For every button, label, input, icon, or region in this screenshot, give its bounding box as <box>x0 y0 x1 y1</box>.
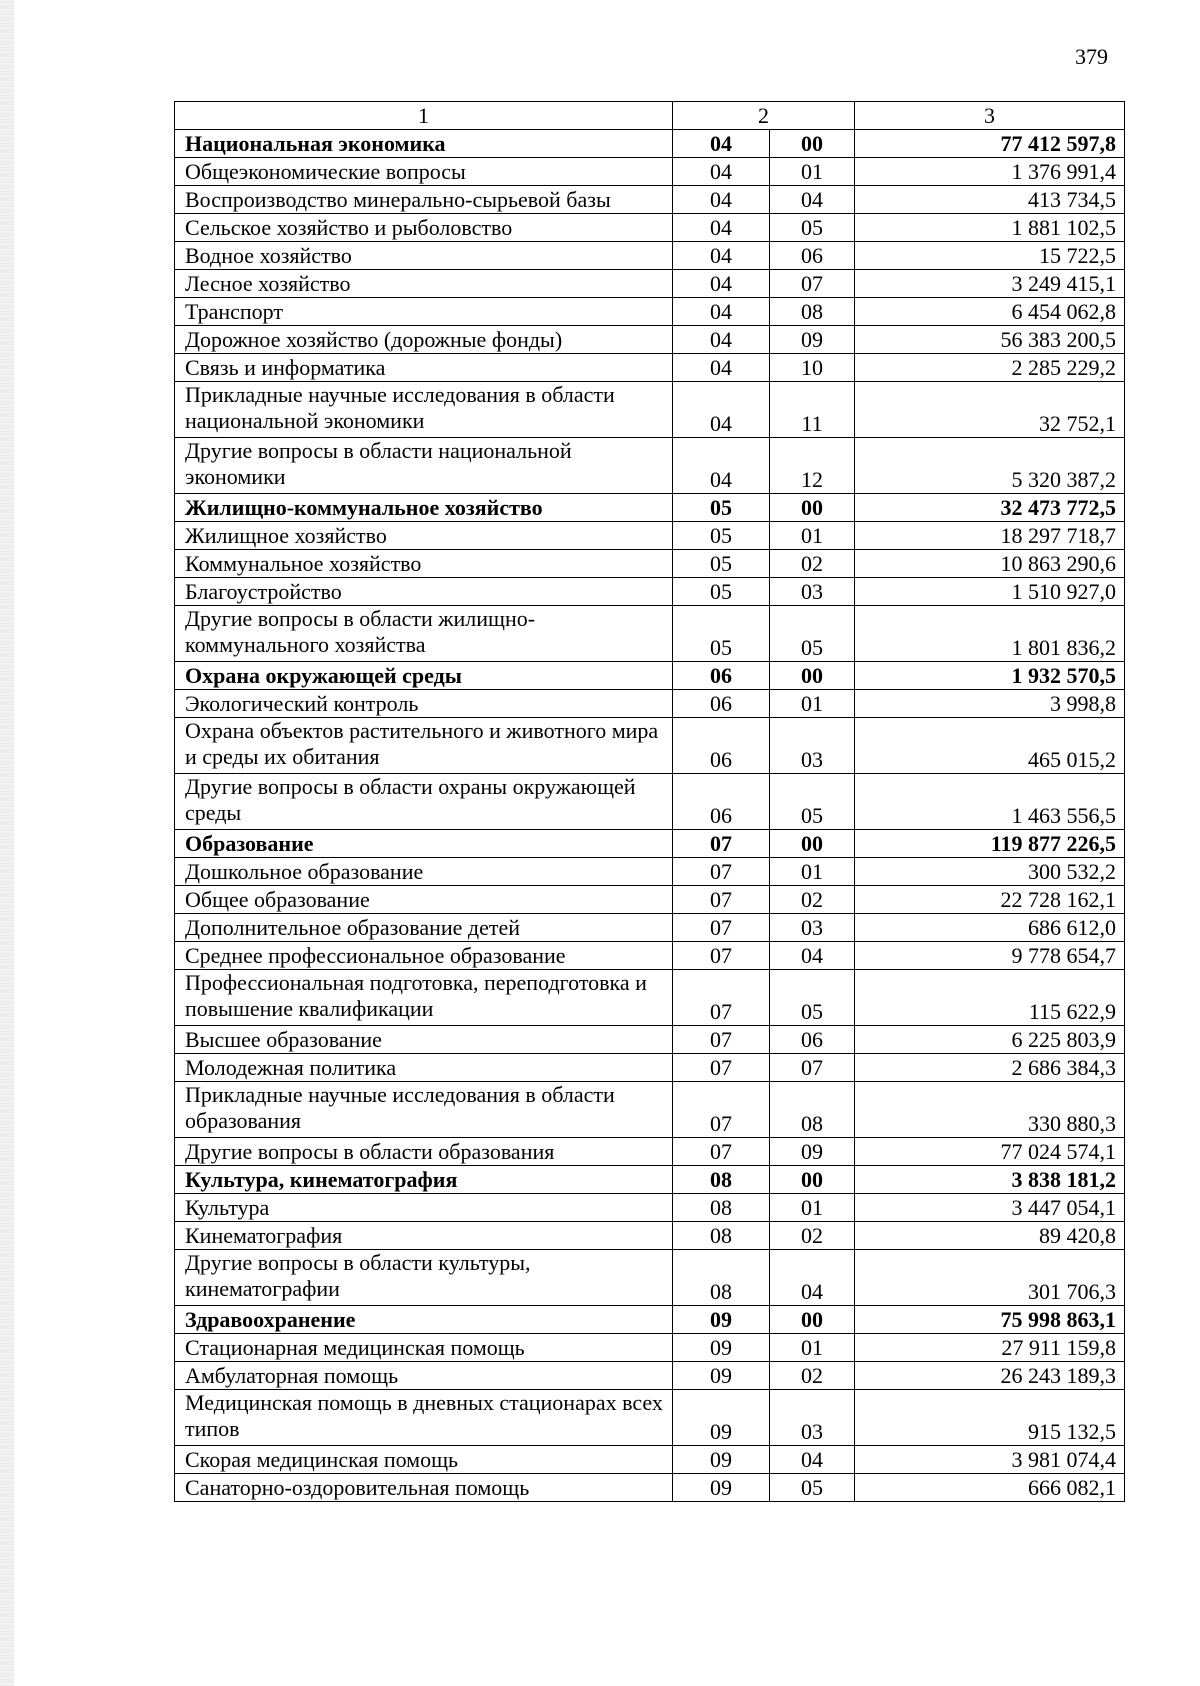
budget-table <box>174 101 1125 1502</box>
row-subsection-code-cell: 00 <box>770 830 855 858</box>
row-name-cell: Охрана окружающей среды <box>175 662 673 690</box>
row-amount-cell: 915 132,5 <box>855 1390 1125 1446</box>
row-subsection-code-cell: 07 <box>770 1054 855 1082</box>
row-subsection-code-cell: 01 <box>770 1334 855 1362</box>
row-section-code-cell: 05 <box>673 578 770 606</box>
table-row <box>175 382 1125 438</box>
row-section-code-cell: 04 <box>673 438 770 494</box>
row-section-code-cell: 09 <box>673 1362 770 1390</box>
row-subsection-code-cell: 05 <box>770 606 855 662</box>
row-name-cell: Воспроизводство минерально-сырьевой базы <box>175 186 673 214</box>
row-subsection-code-cell: 05 <box>770 1474 855 1502</box>
row-subsection-code-cell: 08 <box>770 1082 855 1138</box>
row-name-cell: Скорая медицинская помощь <box>175 1446 673 1474</box>
row-section-code-cell: 04 <box>673 382 770 438</box>
row-name-cell: Образование <box>175 830 673 858</box>
row-name-cell: Другие вопросы в области культуры, кинематографии <box>175 1250 673 1306</box>
row-section-code-cell: 04 <box>673 298 770 326</box>
row-amount-cell: 1 932 570,5 <box>855 662 1125 690</box>
row-amount-cell: 1 463 556,5 <box>855 774 1125 830</box>
row-amount-cell: 27 911 159,8 <box>855 1334 1125 1362</box>
table-row <box>175 214 1125 242</box>
row-name-cell: Прикладные научные исследования в области образования <box>175 1082 673 1138</box>
table-row <box>175 1250 1125 1306</box>
table-row <box>175 270 1125 298</box>
row-section-code-cell: 09 <box>673 1474 770 1502</box>
table-row <box>175 970 1125 1026</box>
table-header-row <box>175 102 1125 130</box>
row-section-code-cell: 08 <box>673 1250 770 1306</box>
row-amount-cell: 3 838 181,2 <box>855 1166 1125 1194</box>
table-row <box>175 326 1125 354</box>
row-subsection-code-cell: 00 <box>770 662 855 690</box>
row-amount-cell: 3 998,8 <box>855 690 1125 718</box>
table-row <box>175 690 1125 718</box>
table-row <box>175 1362 1125 1390</box>
table-row <box>175 1138 1125 1166</box>
row-amount-cell: 2 686 384,3 <box>855 1054 1125 1082</box>
row-amount-cell: 666 082,1 <box>855 1474 1125 1502</box>
row-section-code-cell: 07 <box>673 914 770 942</box>
row-section-code-cell: 09 <box>673 1306 770 1334</box>
row-subsection-code-cell: 08 <box>770 298 855 326</box>
page-number: 379 <box>1075 44 1108 69</box>
row-name-cell: Кинематография <box>175 1222 673 1250</box>
row-section-code-cell: 07 <box>673 970 770 1026</box>
table-row <box>175 886 1125 914</box>
row-subsection-code-cell: 02 <box>770 1222 855 1250</box>
row-subsection-code-cell: 00 <box>770 494 855 522</box>
row-amount-cell: 115 622,9 <box>855 970 1125 1026</box>
row-name-cell: Лесное хозяйство <box>175 270 673 298</box>
table-row <box>175 1082 1125 1138</box>
row-subsection-code-cell: 00 <box>770 1306 855 1334</box>
table-row <box>175 606 1125 662</box>
row-subsection-code-cell: 12 <box>770 438 855 494</box>
row-section-code-cell: 04 <box>673 270 770 298</box>
row-section-code-cell: 09 <box>673 1446 770 1474</box>
row-section-code-cell: 04 <box>673 326 770 354</box>
row-name-cell: Санаторно-оздоровительная помощь <box>175 1474 673 1502</box>
row-subsection-code-cell: 10 <box>770 354 855 382</box>
row-subsection-code-cell: 02 <box>770 550 855 578</box>
row-name-cell: Общее образование <box>175 886 673 914</box>
row-section-code-cell: 07 <box>673 830 770 858</box>
row-amount-cell: 18 297 718,7 <box>855 522 1125 550</box>
row-amount-cell: 22 728 162,1 <box>855 886 1125 914</box>
table-row <box>175 774 1125 830</box>
row-subsection-code-cell: 06 <box>770 1026 855 1054</box>
table-row <box>175 354 1125 382</box>
row-amount-cell: 6 225 803,9 <box>855 1026 1125 1054</box>
row-amount-cell: 77 412 597,8 <box>855 130 1125 158</box>
row-subsection-code-cell: 01 <box>770 858 855 886</box>
row-subsection-code-cell: 03 <box>770 914 855 942</box>
table-row <box>175 1054 1125 1082</box>
table-row <box>175 1222 1125 1250</box>
row-section-code-cell: 05 <box>673 606 770 662</box>
table-row <box>175 438 1125 494</box>
row-name-cell: Охрана объектов растительного и животного мира и среды их обитания <box>175 718 673 774</box>
section-row <box>175 662 1125 690</box>
row-subsection-code-cell: 01 <box>770 158 855 186</box>
row-section-code-cell: 04 <box>673 354 770 382</box>
row-name-cell: Водное хозяйство <box>175 242 673 270</box>
row-subsection-code-cell: 04 <box>770 1446 855 1474</box>
row-amount-cell: 301 706,3 <box>855 1250 1125 1306</box>
row-subsection-code-cell: 03 <box>770 1390 855 1446</box>
section-row <box>175 130 1125 158</box>
table-row <box>175 578 1125 606</box>
row-subsection-code-cell: 04 <box>770 1250 855 1306</box>
row-subsection-code-cell: 01 <box>770 522 855 550</box>
row-subsection-code-cell: 05 <box>770 970 855 1026</box>
row-amount-cell: 10 863 290,6 <box>855 550 1125 578</box>
row-name-cell: Благоустройство <box>175 578 673 606</box>
row-amount-cell: 330 880,3 <box>855 1082 1125 1138</box>
row-name-cell: Общеэкономические вопросы <box>175 158 673 186</box>
row-subsection-code-cell: 00 <box>770 130 855 158</box>
table-row <box>175 1446 1125 1474</box>
table-row <box>175 1026 1125 1054</box>
row-section-code-cell: 04 <box>673 186 770 214</box>
table-row <box>175 858 1125 886</box>
row-amount-cell: 1 376 991,4 <box>855 158 1125 186</box>
row-subsection-code-cell: 03 <box>770 718 855 774</box>
row-name-cell: Жилищно-коммунальное хозяйство <box>175 494 673 522</box>
row-section-code-cell: 07 <box>673 1138 770 1166</box>
row-section-code-cell: 09 <box>673 1334 770 1362</box>
table-row <box>175 298 1125 326</box>
row-subsection-code-cell: 05 <box>770 774 855 830</box>
row-subsection-code-cell: 03 <box>770 578 855 606</box>
row-name-cell: Дополнительное образование детей <box>175 914 673 942</box>
row-name-cell: Сельское хозяйство и рыболовство <box>175 214 673 242</box>
table-body <box>175 102 1125 1502</box>
row-section-code-cell: 07 <box>673 858 770 886</box>
table-row <box>175 550 1125 578</box>
row-name-cell: Дошкольное образование <box>175 858 673 886</box>
row-amount-cell: 6 454 062,8 <box>855 298 1125 326</box>
row-subsection-code-cell: 01 <box>770 1194 855 1222</box>
row-subsection-code-cell: 04 <box>770 186 855 214</box>
row-amount-cell: 413 734,5 <box>855 186 1125 214</box>
row-section-code-cell: 07 <box>673 1054 770 1082</box>
row-amount-cell: 32 473 772,5 <box>855 494 1125 522</box>
row-name-cell: Транспорт <box>175 298 673 326</box>
table-row <box>175 242 1125 270</box>
row-subsection-code-cell: 11 <box>770 382 855 438</box>
row-name-cell: Экологический контроль <box>175 690 673 718</box>
row-name-cell: Другие вопросы в области жилищно-коммунального хозяйства <box>175 606 673 662</box>
row-section-code-cell: 09 <box>673 1390 770 1446</box>
row-name-cell: Амбулаторная помощь <box>175 1362 673 1390</box>
row-name-cell: Другие вопросы в области охраны окружающей среды <box>175 774 673 830</box>
row-name-cell: Коммунальное хозяйство <box>175 550 673 578</box>
row-section-code-cell: 08 <box>673 1194 770 1222</box>
row-amount-cell: 1 881 102,5 <box>855 214 1125 242</box>
row-amount-cell: 15 722,5 <box>855 242 1125 270</box>
row-amount-cell: 3 249 415,1 <box>855 270 1125 298</box>
row-name-cell: Жилищное хозяйство <box>175 522 673 550</box>
row-subsection-code-cell: 07 <box>770 270 855 298</box>
row-name-cell: Другие вопросы в области образования <box>175 1138 673 1166</box>
row-section-code-cell: 04 <box>673 242 770 270</box>
row-amount-cell: 3 981 074,4 <box>855 1446 1125 1474</box>
scan-edge <box>0 0 14 1686</box>
table-row <box>175 914 1125 942</box>
row-amount-cell: 77 024 574,1 <box>855 1138 1125 1166</box>
row-section-code-cell: 06 <box>673 774 770 830</box>
row-section-code-cell: 06 <box>673 718 770 774</box>
row-subsection-code-cell: 01 <box>770 690 855 718</box>
row-section-code-cell: 04 <box>673 130 770 158</box>
row-subsection-code-cell: 09 <box>770 326 855 354</box>
row-section-code-cell: 05 <box>673 550 770 578</box>
row-section-code-cell: 08 <box>673 1222 770 1250</box>
header-col-1: 1 <box>175 102 673 130</box>
row-amount-cell: 75 998 863,1 <box>855 1306 1125 1334</box>
row-name-cell: Прикладные научные исследования в области национальной экономики <box>175 382 673 438</box>
row-name-cell: Здравоохранение <box>175 1306 673 1334</box>
section-row <box>175 494 1125 522</box>
row-name-cell: Высшее образование <box>175 1026 673 1054</box>
row-name-cell: Среднее профессиональное образование <box>175 942 673 970</box>
row-subsection-code-cell: 04 <box>770 942 855 970</box>
row-section-code-cell: 07 <box>673 942 770 970</box>
section-row <box>175 1166 1125 1194</box>
row-amount-cell: 119 877 226,5 <box>855 830 1125 858</box>
row-amount-cell: 32 752,1 <box>855 382 1125 438</box>
row-name-cell: Медицинская помощь в дневных стационарах всех типов <box>175 1390 673 1446</box>
table-row <box>175 522 1125 550</box>
row-section-code-cell: 04 <box>673 214 770 242</box>
section-row <box>175 1306 1125 1334</box>
row-name-cell: Культура, кинематография <box>175 1166 673 1194</box>
row-name-cell: Молодежная политика <box>175 1054 673 1082</box>
row-section-code-cell: 05 <box>673 494 770 522</box>
row-section-code-cell: 06 <box>673 690 770 718</box>
table-row <box>175 942 1125 970</box>
row-subsection-code-cell: 00 <box>770 1166 855 1194</box>
row-amount-cell: 9 778 654,7 <box>855 942 1125 970</box>
row-amount-cell: 465 015,2 <box>855 718 1125 774</box>
row-section-code-cell: 07 <box>673 1026 770 1054</box>
row-subsection-code-cell: 06 <box>770 242 855 270</box>
section-row <box>175 830 1125 858</box>
row-name-cell: Связь и информатика <box>175 354 673 382</box>
table-row <box>175 1334 1125 1362</box>
row-name-cell: Дорожное хозяйство (дорожные фонды) <box>175 326 673 354</box>
row-amount-cell: 3 447 054,1 <box>855 1194 1125 1222</box>
table-row <box>175 1390 1125 1446</box>
row-amount-cell: 56 383 200,5 <box>855 326 1125 354</box>
row-subsection-code-cell: 05 <box>770 214 855 242</box>
row-amount-cell: 300 532,2 <box>855 858 1125 886</box>
table-row <box>175 718 1125 774</box>
table-row <box>175 1194 1125 1222</box>
header-col-3: 3 <box>855 102 1125 130</box>
row-amount-cell: 1 510 927,0 <box>855 578 1125 606</box>
row-amount-cell: 5 320 387,2 <box>855 438 1125 494</box>
row-amount-cell: 2 285 229,2 <box>855 354 1125 382</box>
table-row <box>175 1474 1125 1502</box>
row-amount-cell: 26 243 189,3 <box>855 1362 1125 1390</box>
row-amount-cell: 89 420,8 <box>855 1222 1125 1250</box>
row-amount-cell: 1 801 836,2 <box>855 606 1125 662</box>
row-name-cell: Стационарная медицинская помощь <box>175 1334 673 1362</box>
row-section-code-cell: 05 <box>673 522 770 550</box>
row-name-cell: Другие вопросы в области национальной экономики <box>175 438 673 494</box>
row-amount-cell: 686 612,0 <box>855 914 1125 942</box>
header-col-2: 2 <box>673 102 855 130</box>
row-name-cell: Национальная экономика <box>175 130 673 158</box>
row-section-code-cell: 07 <box>673 886 770 914</box>
row-name-cell: Профессиональная подготовка, переподготовка и повышение квалификации <box>175 970 673 1026</box>
row-section-code-cell: 07 <box>673 1082 770 1138</box>
row-section-code-cell: 08 <box>673 1166 770 1194</box>
row-subsection-code-cell: 02 <box>770 886 855 914</box>
row-subsection-code-cell: 02 <box>770 1362 855 1390</box>
row-section-code-cell: 06 <box>673 662 770 690</box>
table-row <box>175 186 1125 214</box>
table-row <box>175 158 1125 186</box>
row-subsection-code-cell: 09 <box>770 1138 855 1166</box>
row-section-code-cell: 04 <box>673 158 770 186</box>
row-name-cell: Культура <box>175 1194 673 1222</box>
